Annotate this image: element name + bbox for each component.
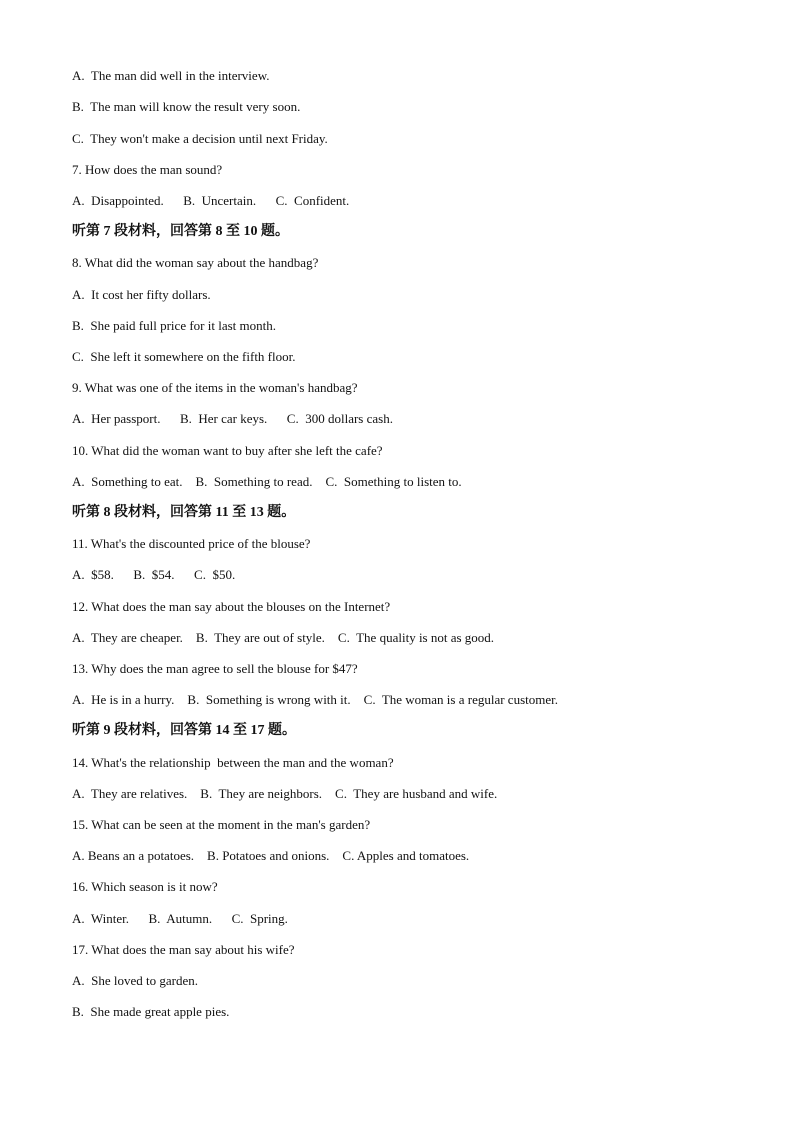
section-heading-9: 听第 9 段材料，回答第 14 至 17 题。 [72, 723, 296, 738]
options-9: A. Her passport. B. Her car keys. C. 300 dollars cash. [72, 411, 393, 426]
options-12: A. They are cheaper. B. They are out of style. C. The quality is not as good. [72, 630, 495, 645]
option-6c: C. They won't make a decision until next Friday. [72, 131, 328, 146]
options-16: A. Winter. B. Autumn. C. Spring. [72, 911, 288, 926]
question-15: 15. What can be seen at the moment in the man's garden? [72, 817, 371, 832]
option-8a: A. It cost her fifty dollars. [72, 287, 211, 302]
option-8c: C. She left it somewhere on the fifth floor. [72, 349, 296, 364]
question-7: 7. How does the man sound? [72, 162, 223, 177]
section-heading-8: 听第 8 段材料，回答第 11 至 13 题。 [72, 505, 296, 520]
option-8b: B. She paid full price for it last month. [72, 318, 276, 333]
options-10: A. Something to eat. B. Something to read. C. Something to listen to. [72, 474, 462, 489]
options-15: A. Beans an a potatoes. B. Potatoes and onions. C. Apples and tomatoes. [72, 848, 470, 863]
option-17a: A. She loved to garden. [72, 973, 199, 988]
question-17: 17. What does the man say about his wife? [72, 942, 295, 957]
question-13: 13. Why does the man agree to sell the blouse for $47? [72, 661, 358, 676]
option-17b: B. She made great apple pies. [72, 1004, 230, 1019]
option-6a: A. The man did well in the interview. [72, 68, 270, 83]
options-13: A. He is in a hurry. B. Something is wrong with it. C. The woman is a regular customer. [72, 692, 558, 707]
question-16: 16. Which season is it now? [72, 879, 218, 894]
options-7: A. Disappointed. B. Uncertain. C. Confident. [72, 193, 350, 208]
options-14: A. They are relatives. B. They are neighbors. C. They are husband and wife. [72, 786, 498, 801]
section-heading-7: 听第 7 段材料，回答第 8 至 10 题。 [72, 224, 289, 239]
question-10: 10. What did the woman want to buy after she left the cafe? [72, 443, 383, 458]
option-6b: B. The man will know the result very soon. [72, 99, 301, 114]
question-12: 12. What does the man say about the blouses on the Internet? [72, 599, 391, 614]
question-8: 8. What did the woman say about the handbag? [72, 255, 319, 270]
question-14: 14. What's the relationship between the man and the woman? [72, 755, 394, 770]
question-9: 9. What was one of the items in the woman's handbag? [72, 380, 358, 395]
options-11: A. $58. B. $54. C. $50. [72, 567, 236, 582]
question-11: 11. What's the discounted price of the blouse? [72, 536, 311, 551]
